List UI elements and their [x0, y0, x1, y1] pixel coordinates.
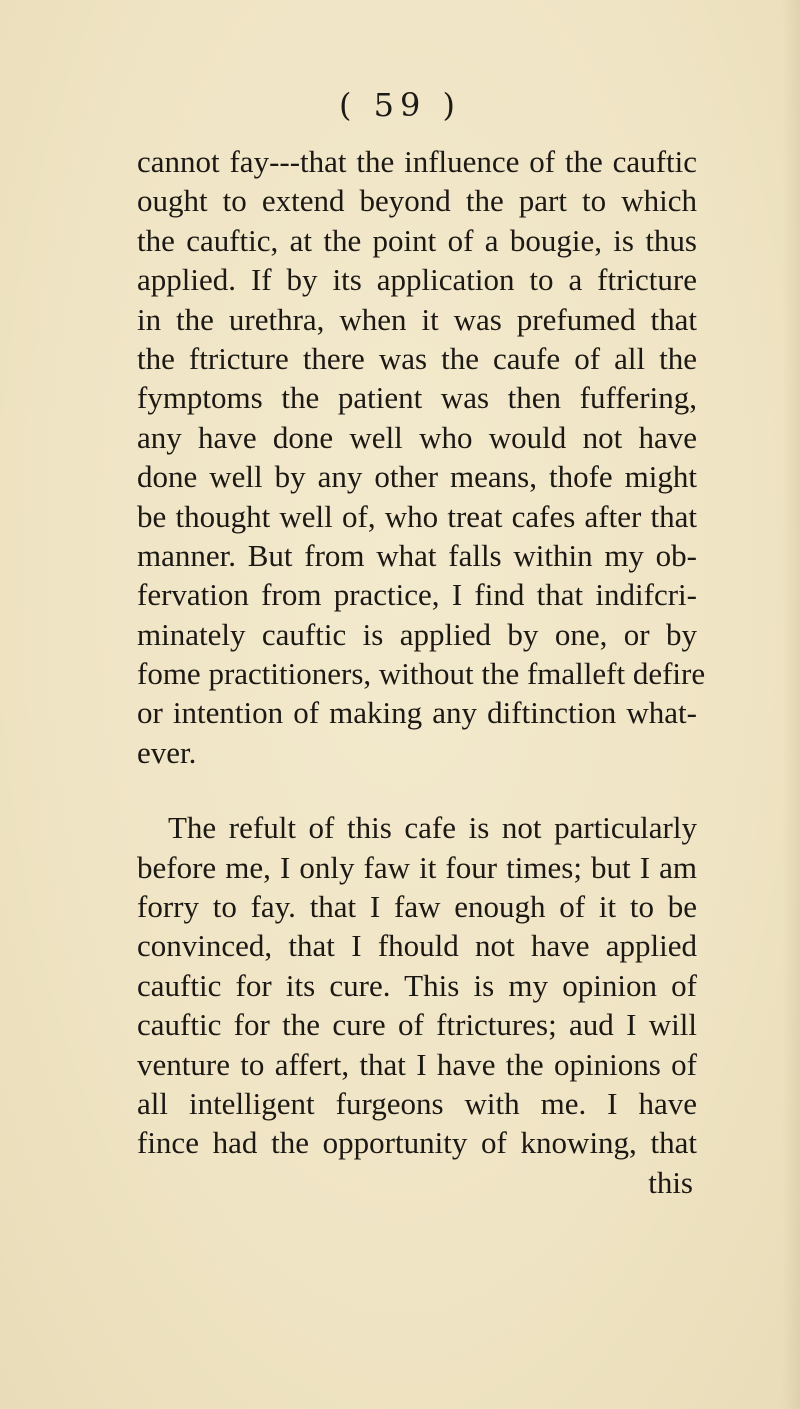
text-line: fervation from practice, I find that indifcri-	[137, 577, 697, 613]
paragraph-1	[137, 142, 706, 772]
text-line: forry to fay. that I faw enough of it to be	[137, 889, 697, 925]
page-number: ( 59 )	[338, 86, 462, 124]
text-line: manner. But from what falls within my ob-	[137, 537, 697, 573]
text-line: be thought well of, who treat cafes after that	[137, 498, 697, 534]
text-line: ought to extend beyond the part to which	[137, 183, 697, 219]
page-body-text	[137, 142, 706, 1202]
catchword: this	[648, 1164, 693, 1200]
text-line: ever.	[137, 734, 197, 770]
text-line: fome practitioners, without the fmalleft defire	[137, 656, 706, 692]
text-line: applied. If by its application to a ftricture	[137, 262, 697, 298]
text-line: fymptoms the patient was then fuffering,	[137, 380, 697, 416]
text-line: fince had the opportunity of knowing, that	[137, 1125, 697, 1161]
text-line: in the urethra, when it was prefumed that	[137, 301, 697, 337]
text-line: any have done well who would not have	[137, 419, 697, 455]
page-edge-shadow	[782, 0, 800, 1409]
text-line: the ftricture there was the caufe of all the	[137, 340, 697, 376]
text-line: done well by any other means, thofe might	[137, 459, 697, 495]
text-line: cannot fay---that the influence of the cauftic	[137, 144, 697, 179]
text-line: venture to affert, that I have the opinions of	[137, 1046, 697, 1082]
paragraph-gap	[137, 772, 697, 808]
text-line: cauftic for its cure. This is my opinion of	[137, 967, 697, 1003]
text-line: or intention of making any diftinction what-	[137, 695, 697, 731]
text-line: minately cauftic is applied by one, or by	[137, 616, 697, 652]
text-line: the cauftic, at the point of a bougie, is thus	[137, 222, 697, 258]
text-line: The refult of this cafe is not particularly	[168, 810, 697, 846]
text-line: all intelligent furgeons with me. I have	[137, 1085, 697, 1121]
text-line: before me, I only faw it four times; but I am	[137, 849, 697, 885]
text-line: convinced, that I fhould not have applied	[137, 928, 697, 964]
paragraph-2	[137, 808, 697, 1202]
text-line: cauftic for the cure of ftrictures; aud I will	[137, 1007, 697, 1043]
